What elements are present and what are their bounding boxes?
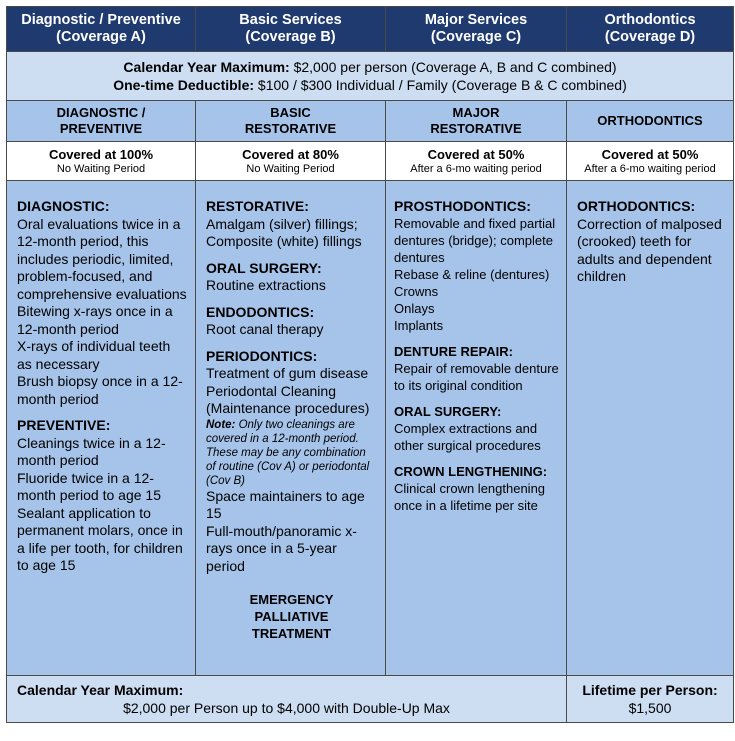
coverage-level-d bbox=[567, 142, 734, 181]
header-coverage-a bbox=[7, 7, 196, 52]
services-d-list bbox=[567, 181, 733, 286]
coverage-c-waiting: After a 6-mo waiting period bbox=[410, 162, 542, 175]
category-a-line2: PREVENTIVE bbox=[59, 121, 143, 136]
periodontics-item: Treatment of gum disease bbox=[206, 365, 369, 381]
summary-cell bbox=[7, 52, 734, 101]
footer-calendar-max bbox=[7, 676, 567, 723]
dental-benefits-table-wrapper bbox=[6, 6, 733, 723]
footer-max-value: $2,000 per Person up to $4,000 with Double-Up Max bbox=[123, 700, 450, 716]
periodontics-item: Periodontal Cleaning (Maintenance procedures) bbox=[206, 382, 370, 416]
services-coverage-c bbox=[386, 181, 567, 676]
header-b-title: Basic Services bbox=[239, 12, 342, 28]
emergency-line2: PALLIATIVE bbox=[254, 609, 329, 624]
diagnostic-item: Bitewing x-rays once in a 12-month period bbox=[17, 303, 173, 337]
coverage-d-waiting: After a 6-mo waiting period bbox=[584, 162, 716, 175]
crown-lengthening-heading: CROWN LENGTHENING: bbox=[394, 464, 548, 479]
services-coverage-b bbox=[196, 181, 386, 676]
orthodontics-heading: ORTHODONTICS: bbox=[577, 198, 696, 214]
preventive-item: Cleanings twice in a 12-month period bbox=[17, 434, 166, 468]
header-c-subtitle: (Coverage C) bbox=[430, 29, 522, 45]
category-basic-restorative bbox=[196, 101, 386, 142]
deductible-label: One-time Deductible: bbox=[113, 77, 255, 93]
prosthodontics-item: Onlays bbox=[394, 301, 435, 316]
preventive-item: Sealant application to permanent molars, once in a life per tooth, for children to age 15 bbox=[17, 504, 183, 573]
diagnostic-item: X-rays of individual teeth as necessary bbox=[17, 338, 171, 372]
header-a-subtitle: (Coverage A) bbox=[56, 29, 146, 45]
category-d-title: ORTHODONTICS bbox=[597, 113, 703, 128]
calendar-max-value: $2,000 per person (Coverage A, B and C combined) bbox=[293, 59, 617, 75]
prosthodontics-item: Removable and fixed partial dentures (bridge); complete dentures bbox=[394, 216, 556, 265]
services-row bbox=[7, 181, 734, 676]
periodontics-heading: PERIODONTICS: bbox=[206, 347, 318, 364]
oral-surgery-item: Routine extractions bbox=[206, 277, 326, 293]
prosthodontics-item: Rebase & reline (dentures) bbox=[394, 267, 550, 282]
calendar-max-label: Calendar Year Maximum: bbox=[123, 59, 290, 75]
header-c-title: Major Services bbox=[424, 12, 528, 28]
oral-surgery-major-heading: ORAL SURGERY: bbox=[394, 404, 502, 419]
preventive-item: Fluoride twice in a 12-month period to age 15 bbox=[17, 469, 161, 503]
footer-row bbox=[7, 676, 734, 723]
emergency-line3: TREATMENT bbox=[251, 626, 332, 641]
coverage-c-percent: Covered at 50% bbox=[427, 146, 525, 162]
coverage-a-waiting: No Waiting Period bbox=[56, 162, 146, 175]
category-diagnostic-preventive bbox=[7, 101, 196, 142]
header-coverage-b bbox=[196, 7, 386, 52]
coverage-level-a bbox=[7, 142, 196, 181]
summary-row bbox=[7, 52, 734, 101]
coverage-b-waiting: No Waiting Period bbox=[246, 162, 335, 175]
emergency-line1: EMERGENCY bbox=[249, 592, 334, 607]
emergency-palliative-heading bbox=[206, 591, 377, 642]
diagnostic-item: Oral evaluations twice in a 12-month period, this includes periodic, limited, problem-focused, and comprehensive evaluations bbox=[17, 215, 187, 302]
coverage-b-percent: Covered at 80% bbox=[242, 146, 339, 162]
diagnostic-item: Brush biopsy once in a 12-month period bbox=[17, 373, 183, 407]
category-a-line1: DIAGNOSTIC / bbox=[56, 105, 146, 120]
cleanings-note bbox=[206, 418, 377, 488]
footer-max-label: Calendar Year Maximum: bbox=[17, 682, 184, 698]
diagnostic-heading: DIAGNOSTIC: bbox=[17, 198, 110, 214]
orthodontics-item: Correction of malposed (crooked) teeth for adults and dependent children bbox=[577, 215, 722, 284]
note-label: Note: bbox=[206, 418, 236, 431]
periodontics-item: Full-mouth/panoramic x-rays once in a 5-year period bbox=[206, 522, 357, 574]
deductible-value: $100 / $300 Individual / Family (Coverage B & C combined) bbox=[257, 77, 627, 93]
preventive-heading: PREVENTIVE: bbox=[17, 417, 111, 433]
restorative-heading: RESTORATIVE: bbox=[206, 198, 309, 214]
services-coverage-a bbox=[7, 181, 196, 676]
category-row bbox=[7, 101, 734, 142]
category-orthodontics bbox=[567, 101, 734, 142]
header-b-subtitle: (Coverage B) bbox=[245, 29, 336, 45]
dental-benefits-table bbox=[6, 6, 734, 723]
oral-surgery-heading: ORAL SURGERY: bbox=[206, 259, 322, 276]
coverage-header-row bbox=[7, 7, 734, 52]
footer-lifetime-label: Lifetime per Person: bbox=[582, 682, 718, 698]
coverage-level-c bbox=[386, 142, 567, 181]
prosthodontics-heading: PROSTHODONTICS: bbox=[394, 198, 531, 214]
coverage-d-percent: Covered at 50% bbox=[601, 146, 699, 162]
header-d-subtitle: (Coverage D) bbox=[604, 29, 696, 45]
services-b-list bbox=[196, 181, 385, 642]
footer-lifetime bbox=[567, 676, 734, 723]
coverage-level-b bbox=[196, 142, 386, 181]
coverage-level-row bbox=[7, 142, 734, 181]
category-b-line1: BASIC bbox=[270, 105, 311, 120]
services-coverage-d bbox=[567, 181, 734, 676]
header-coverage-c bbox=[386, 7, 567, 52]
note-text: Only two cleanings are covered in a 12-month period. These may be any combination of routine (Cov A) or periodontal (Cov B) bbox=[206, 418, 370, 487]
denture-repair-heading: DENTURE REPAIR: bbox=[394, 344, 513, 359]
category-c-line1: MAJOR bbox=[452, 105, 500, 120]
services-a-list bbox=[7, 181, 195, 575]
header-d-title: Orthodontics bbox=[604, 12, 696, 28]
denture-repair-item: Repair of removable denture to its original condition bbox=[394, 361, 559, 393]
prosthodontics-item: Crowns bbox=[394, 284, 439, 299]
oral-surgery-major-item: Complex extractions and other surgical procedures bbox=[394, 421, 541, 453]
category-c-line2: RESTORATIVE bbox=[430, 121, 522, 136]
restorative-item: Composite (white) fillings bbox=[206, 233, 362, 249]
header-a-title: Diagnostic / Preventive bbox=[21, 12, 181, 28]
endodontics-heading: ENDODONTICS: bbox=[206, 303, 315, 320]
header-coverage-d bbox=[567, 7, 734, 52]
category-b-line2: RESTORATIVE bbox=[244, 121, 337, 136]
restorative-item: Amalgam (silver) fillings; bbox=[206, 215, 358, 232]
endodontics-item: Root canal therapy bbox=[206, 321, 324, 337]
prosthodontics-item: Implants bbox=[394, 318, 444, 333]
footer-lifetime-value: $1,500 bbox=[628, 700, 672, 716]
category-major-restorative bbox=[386, 101, 567, 142]
crown-lengthening-item: Clinical crown lengthening once in a lifetime per site bbox=[394, 481, 546, 513]
coverage-a-percent: Covered at 100% bbox=[48, 146, 154, 162]
services-c-list bbox=[386, 181, 566, 514]
periodontics-item: Space maintainers to age 15 bbox=[206, 487, 365, 521]
